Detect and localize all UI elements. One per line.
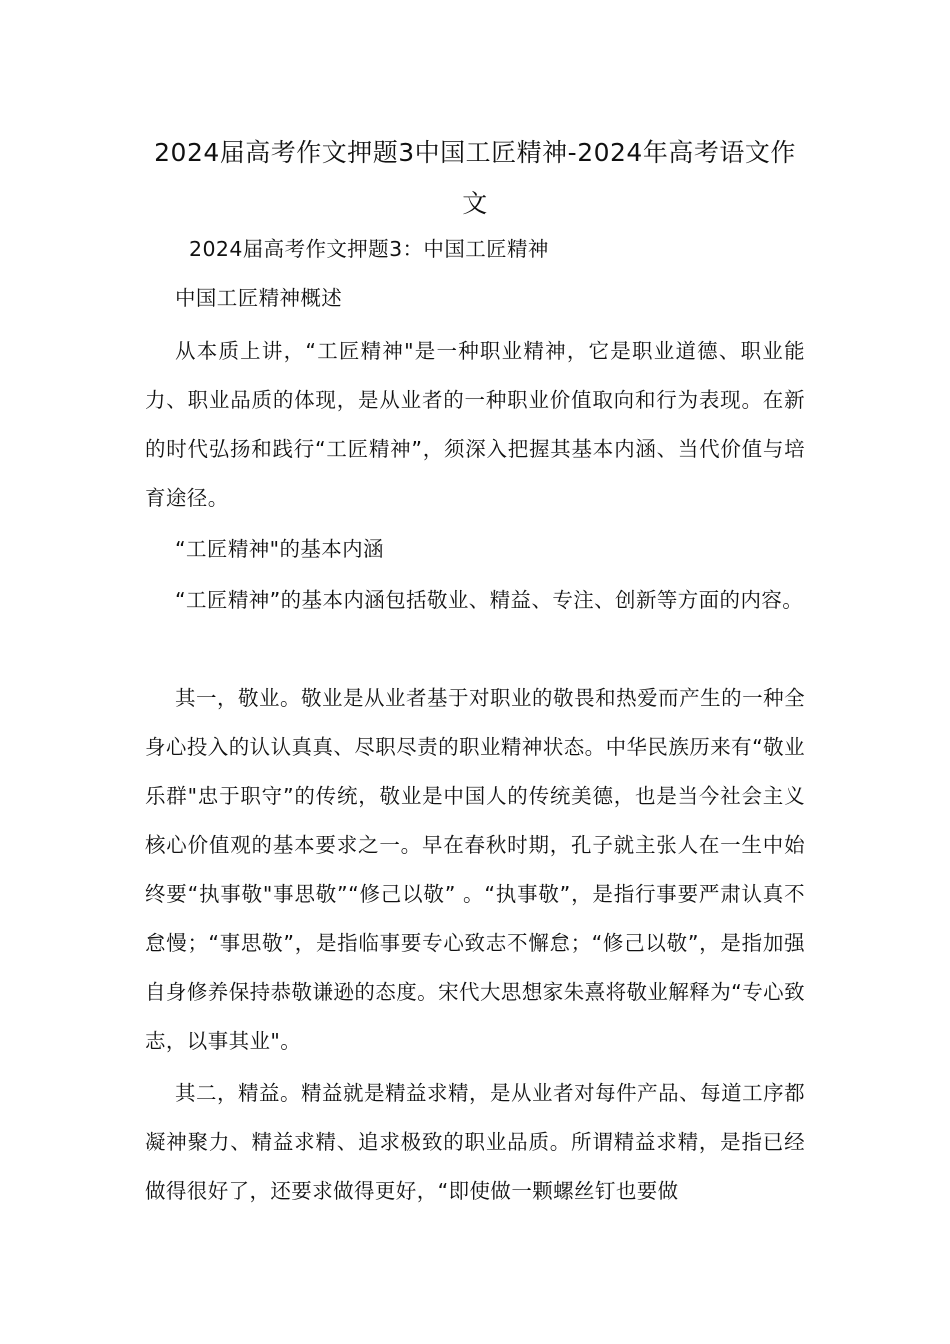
section-heading-connotation: “工匠精神"的基本内涵 [175, 537, 384, 561]
paragraph-connotation: “工匠精神”的基本内涵包括敬业、精益、专注、创新等方面的内容。 [175, 588, 804, 612]
document-title: 2024届高考作文押题3中国工匠精神-2024年高考语文作文 [154, 138, 796, 218]
section-heading-overview: 中国工匠精神概述 [175, 286, 343, 310]
document-subtitle: 2024届高考作文押题3：中国工匠精神 [189, 237, 549, 261]
paragraph-overview: 从本质上讲，“工匠精神"是一种职业精神，它是职业道德、职业能力、职业品质的体现，是从业者的一种职业价值取向和行为表现。在新的时代弘扬和践行“工匠精神”，须深入把握其基本内涵、当代价值与培育途径。 [145, 339, 805, 510]
paragraph-second-precision: 其二，精益。精益就是精益求精，是从业者对每件产品、每道工序都凝神聚力、精益求精、追求极致的职业品质。所谓精益求精，是指已经做得很好了，还要求做得更好，“即使做一颗螺丝钉也要做 [145, 1081, 805, 1203]
paragraph-first-dedication: 其一，敬业。敬业是从业者基于对职业的敬畏和热爱而产生的一种全身心投入的认认真真、尽职尽责的职业精神状态。中华民族历来有“敬业乐群"忠于职守”的传统，敬业是中国人的传统美德，也是当今社会主义核心价值观的基本要求之一。早在春秋时期，孔子就主张人在一生中始终要“执事敬"事思敬”“修己以敬” 。“执事敬”，是指行事要严肃认真不怠慢；“事思敬”，是指临事要专心致志不懈怠；“修己以敬”，是指加强自身修养保持恭敬谦逊的态度。宋代大思想家朱熹将敬业解释为“专心致志，以事其业"。 [145, 686, 805, 1053]
